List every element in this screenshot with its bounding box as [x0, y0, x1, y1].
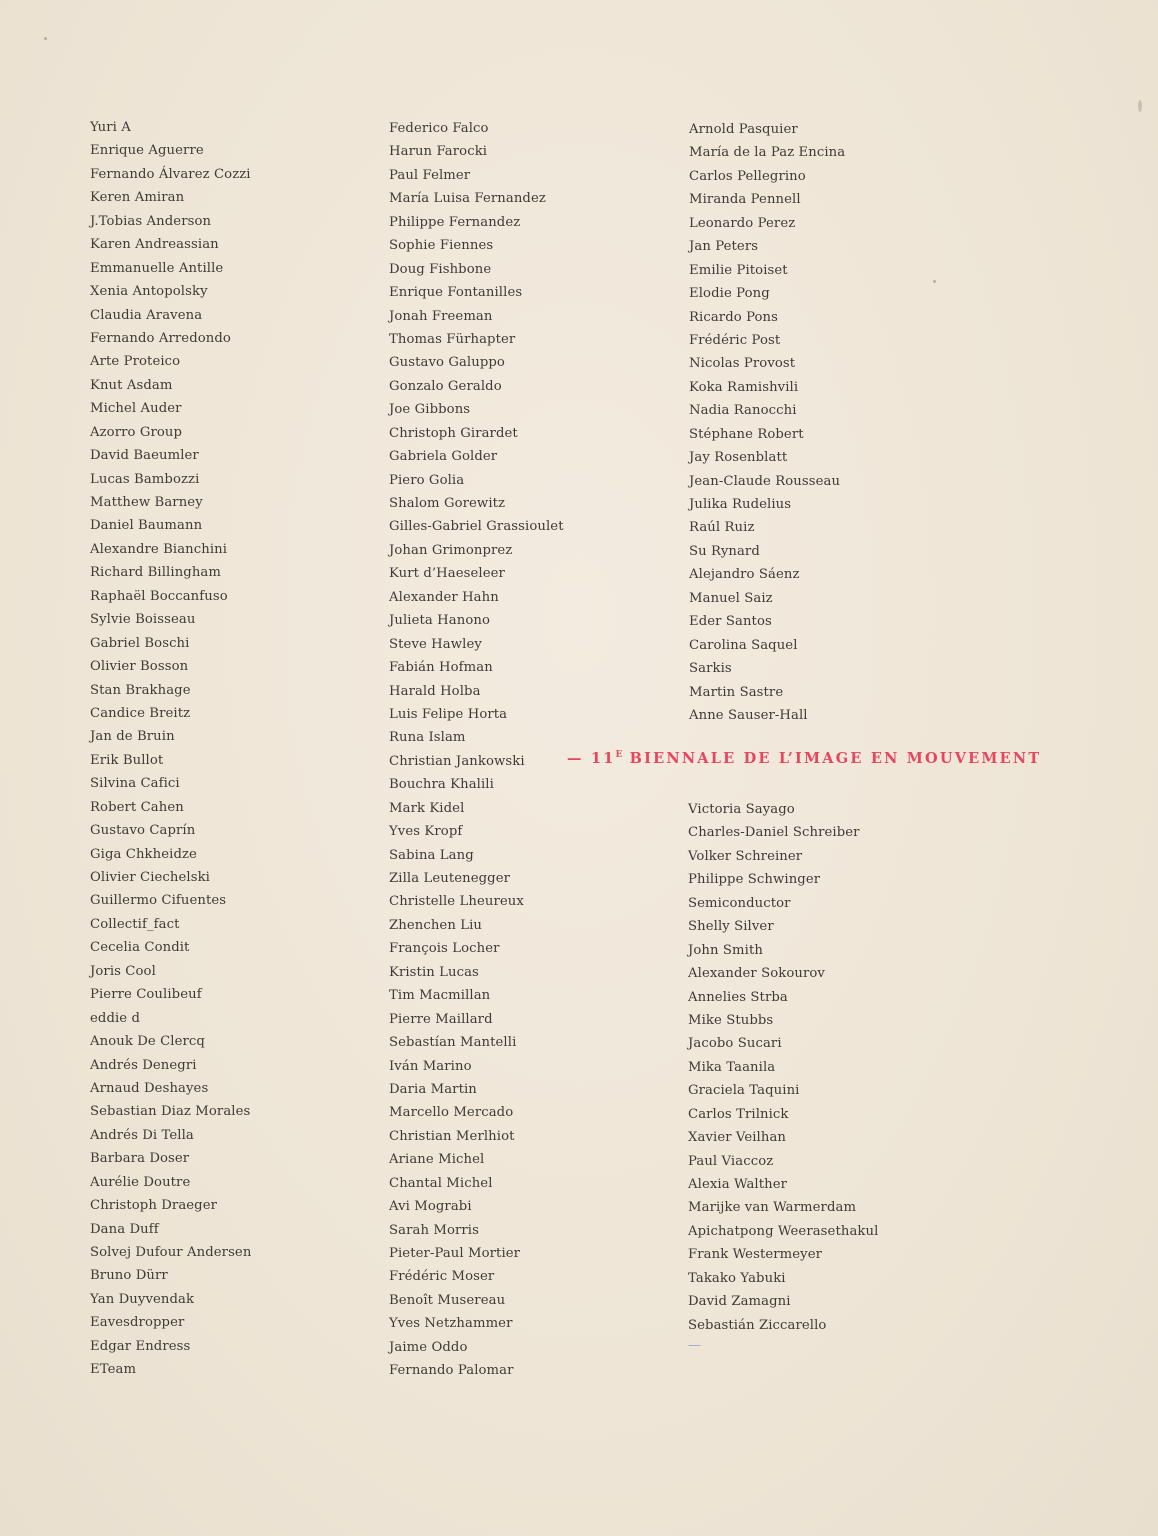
artist-name: Annelies Strba — [688, 989, 788, 1005]
artist-name: Carlos Trilnick — [688, 1106, 789, 1122]
artist-name: Matthew Barney — [90, 495, 203, 510]
artist-name: Chantal Michel — [389, 1175, 493, 1191]
artist-name: Iván Marino — [389, 1058, 472, 1074]
artist-name: Eder Santos — [689, 614, 772, 630]
artist-name: François Locher — [389, 941, 500, 957]
artist-name: Shalom Gorewitz — [389, 496, 506, 511]
artist-name: Arte Proteico — [90, 354, 181, 370]
artist-name: Piero Golia — [389, 472, 465, 488]
artist-name: Pierre Coulibeuf — [90, 987, 202, 1003]
artist-name: Su Rynard — [689, 543, 760, 559]
artist-name: Kristin Lucas — [389, 964, 479, 980]
artist-name: Ariane Michel — [389, 1152, 485, 1168]
heading-title: BIENNALE DE L’IMAGE EN MOUVEMENT — [629, 750, 1042, 767]
artist-name: Sylvie Boisseau — [90, 612, 196, 628]
artist-name: Nicolas Provost — [689, 356, 796, 372]
artist-name: Sophie Fiennes — [389, 238, 494, 254]
artist-name: ETeam — [90, 1362, 137, 1378]
artist-name: Joe Gibbons — [389, 402, 471, 418]
artist-name: Mark Kidel — [389, 800, 465, 816]
artist-name: Jean-Claude Rousseau — [689, 473, 841, 489]
artist-name: Claudia Aravena — [90, 307, 203, 323]
artist-name: Jay Rosenblatt — [689, 450, 788, 466]
artist-name: Miranda Pennell — [689, 192, 801, 208]
artist-name: Arnold Pasquier — [689, 122, 798, 137]
artist-name: Harald Holba — [389, 683, 481, 699]
paper-speck — [1138, 100, 1142, 112]
artist-name: Runa Islam — [389, 730, 466, 746]
artist-column-1 — [90, 116, 251, 1382]
artist-name: Jacobo Sucari — [688, 1036, 782, 1052]
artist-name: Nadia Ranocchi — [689, 403, 797, 419]
artist-name: Yves Netzhammer — [389, 1316, 513, 1332]
artist-name: Collectif_fact — [90, 916, 180, 932]
artist-name: Harun Farocki — [389, 144, 488, 160]
artist-name: Fernando Palomar — [389, 1363, 514, 1379]
artist-name: Bouchra Khalili — [389, 777, 494, 793]
artist-name: eddie d — [90, 1010, 141, 1026]
artist-name: Raphaël Boccanfuso — [90, 588, 228, 604]
artist-name: Luis Felipe Horta — [389, 706, 508, 722]
artist-name: Doug Fishbone — [389, 261, 492, 277]
artist-name: Anne Sauser-Hall — [689, 707, 808, 723]
artist-name: Zhenchen Liu — [389, 917, 482, 933]
artist-name: Silvina Cafici — [90, 776, 180, 792]
artist-name: Koka Ramishvili — [689, 379, 799, 395]
artist-name: David Baeumler — [90, 448, 199, 464]
artist-name: Erik Bullot — [90, 752, 164, 768]
artist-name: Eavesdropper — [90, 1315, 185, 1331]
artist-name: Joris Cool — [90, 963, 156, 979]
artist-name: Pierre Maillard — [389, 1011, 493, 1027]
artist-name: Charles-Daniel Schreiber — [688, 825, 860, 841]
heading-number: 11 — [590, 750, 616, 767]
artist-name: Andrés Di Tella — [90, 1127, 194, 1143]
artist-name: Alexander Hahn — [389, 589, 499, 605]
artist-name: Enrique Aguerre — [90, 143, 204, 159]
artist-name: Frank Westermeyer — [688, 1247, 823, 1263]
artist-name: Richard Billingham — [90, 565, 221, 581]
artist-name: Pieter-Paul Mortier — [389, 1246, 521, 1261]
artist-name: Thomas Fürhapter — [389, 331, 516, 347]
artist-name: Enrique Fontanilles — [389, 285, 523, 301]
artist-name: Zilla Leutenegger — [389, 871, 511, 886]
artist-name: Xavier Veilhan — [688, 1130, 787, 1146]
artist-name: Robert Cahen — [90, 799, 184, 815]
artist-name: Gabriela Golder — [389, 449, 498, 465]
artist-name: Emilie Pitoiset — [689, 262, 788, 278]
artist-name: Anouk De Clercq — [90, 1034, 205, 1050]
artist-name: Mika Taanila — [688, 1059, 776, 1075]
artist-name: Fernando Arredondo — [90, 330, 231, 346]
artist-name: Aurélie Doutre — [90, 1174, 191, 1190]
artist-name: J.Tobias Anderson — [90, 213, 212, 229]
artist-name: Cecelia Condit — [90, 940, 190, 956]
artist-name: Elodie Pong — [689, 286, 770, 302]
artist-name: Carlos Pellegrino — [689, 168, 806, 184]
artist-name: Keren Amiran — [90, 190, 185, 206]
artist-name: Gonzalo Geraldo — [389, 378, 502, 394]
artist-name: Azorro Group — [90, 424, 183, 440]
artist-name: Alexander Sokourov — [688, 966, 825, 982]
artist-name: Gabriel Boschi — [90, 635, 190, 651]
artist-name: Semiconductor — [688, 895, 791, 911]
artist-name: Jan Peters — [689, 239, 759, 255]
artist-name: Marijke van Warmerdam — [688, 1200, 857, 1216]
artist-name: Yan Duyvendak — [90, 1291, 195, 1307]
artist-name: Barbara Doser — [90, 1151, 190, 1167]
artist-name: Martin Sastre — [689, 684, 784, 700]
artist-name: Shelly Silver — [688, 919, 774, 935]
artist-name: Sebastían Mantelli — [389, 1035, 517, 1051]
artist-name: Christian Merlhiot — [389, 1128, 515, 1144]
artist-name: Apichatpong Weerasethakul — [688, 1223, 879, 1239]
artist-name: Lucas Bambozzi — [90, 471, 200, 487]
artist-name: Marcello Mercado — [389, 1105, 514, 1121]
artist-name: Paul Felmer — [389, 167, 471, 183]
artist-name: Steve Hawley — [389, 636, 482, 652]
artist-name: Solvej Dufour Andersen — [90, 1245, 252, 1260]
artist-name: Jaime Oddo — [389, 1339, 468, 1355]
artist-name: Jan de Bruin — [90, 729, 175, 745]
artist-name: Christian Jankowski — [389, 753, 525, 769]
artist-name: Gustavo Caprín — [90, 823, 196, 839]
artist-name: Tim Macmillan — [389, 988, 491, 1004]
artist-name: Takako Yabuki — [688, 1270, 786, 1286]
artist-name: Fernando Álvarez Cozzi — [90, 166, 251, 182]
artist-name: Giga Chkheidze — [90, 846, 197, 862]
artist-name: Karen Andreassian — [90, 237, 219, 253]
heading-superscript: E — [615, 750, 623, 760]
artist-name: Victoria Sayago — [688, 802, 795, 817]
artist-name: Knut Asdam — [90, 377, 173, 393]
artist-name: Stan Brakhage — [90, 682, 191, 698]
artist-name: Volker Schreiner — [688, 848, 803, 864]
artist-name: Julika Rudelius — [689, 497, 792, 512]
artist-name: Christoph Girardet — [389, 425, 518, 441]
paper-speck — [933, 280, 936, 283]
artist-name: Raúl Ruiz — [689, 520, 755, 536]
artist-name: Olivier Bosson — [90, 659, 189, 675]
artist-column-2 — [389, 117, 564, 1383]
artist-name: Alexia Walther — [688, 1177, 788, 1192]
artist-name: Sarkis — [689, 661, 732, 677]
artist-name: Graciela Taquini — [688, 1083, 800, 1099]
artist-name: Christoph Draeger — [90, 1198, 218, 1214]
artist-name: Benoît Musereau — [389, 1292, 506, 1308]
artist-name: Gustavo Galuppo — [389, 355, 505, 371]
paper-speck — [44, 37, 47, 40]
artist-name: Bruno Dürr — [90, 1268, 168, 1284]
artist-name: Frédéric Moser — [389, 1269, 495, 1285]
artist-name: Mike Stubbs — [688, 1012, 774, 1028]
artist-name: Philippe Schwinger — [688, 872, 821, 888]
heading-dash: — — [567, 750, 584, 767]
artist-name: Philippe Fernandez — [389, 214, 521, 230]
artist-name: María Luisa Fernandez — [389, 191, 546, 207]
artist-name: Sebastián Ziccarello — [688, 1317, 827, 1333]
artist-name: Kurt d’Haeseleer — [389, 566, 505, 582]
artist-name: Yves Kropf — [389, 824, 463, 840]
artist-name: Andrés Denegri — [90, 1057, 197, 1073]
artist-name: Sabina Lang — [389, 847, 474, 863]
artist-name: Johan Grimonprez — [389, 542, 513, 558]
artist-name: Sebastian Diaz Morales — [90, 1104, 251, 1120]
artist-name: Dana Duff — [90, 1221, 159, 1237]
artist-name: Arnaud Deshayes — [90, 1080, 209, 1096]
artist-name: Candice Breitz — [90, 705, 191, 721]
artist-name: Carolina Saquel — [689, 637, 798, 653]
artist-name: Edgar Endress — [90, 1338, 191, 1354]
artist-name: Federico Falco — [389, 121, 489, 136]
artist-name: Jonah Freeman — [389, 308, 493, 324]
artist-name: Alejandro Sáenz — [689, 567, 800, 583]
artist-name: Olivier Ciechelski — [90, 870, 211, 885]
artist-name: Daniel Baumann — [90, 518, 203, 534]
biennale-heading — [567, 750, 1041, 767]
artist-name: María de la Paz Encina — [689, 145, 846, 161]
artist-name: Stéphane Robert — [689, 426, 804, 442]
artist-name: Ricardo Pons — [689, 309, 779, 325]
artist-name: Michel Auder — [90, 401, 182, 417]
artist-column-3-top — [689, 118, 845, 727]
artist-name: David Zamagni — [688, 1294, 791, 1310]
artist-name: Fabián Hofman — [389, 660, 493, 676]
artist-name: Frédéric Post — [689, 332, 781, 348]
artist-name: John Smith — [688, 942, 763, 958]
artist-name: Manuel Saiz — [689, 590, 773, 606]
artist-name: Daria Martin — [389, 1081, 477, 1097]
artist-name: Julieta Hanono — [389, 613, 491, 629]
artist-name: Guillermo Cifuentes — [90, 893, 227, 909]
artist-name: Xenia Antopolsky — [90, 284, 208, 300]
artist-name: Paul Viaccoz — [688, 1153, 774, 1169]
artist-name: Avi Mograbi — [389, 1199, 472, 1215]
artist-name: Gilles-Gabriel Grassioulet — [389, 519, 564, 535]
artist-name: Yuri A — [90, 120, 131, 135]
artist-name: Sarah Morris — [389, 1222, 479, 1238]
artist-name: Christelle Lheureux — [389, 894, 524, 910]
artist-name: Alexandre Bianchini — [90, 541, 228, 557]
artist-column-3-bottom — [688, 798, 878, 1337]
artist-name: Emmanuelle Antille — [90, 260, 224, 276]
artist-name: Leonardo Perez — [689, 215, 796, 231]
end-mark: — — [688, 1338, 701, 1353]
